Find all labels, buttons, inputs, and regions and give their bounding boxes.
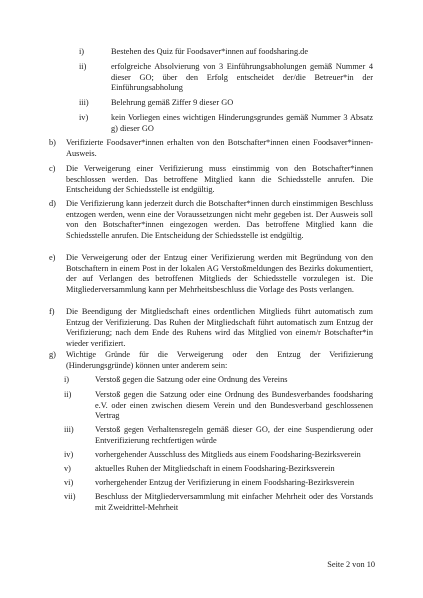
paragraph-label: b) <box>49 138 56 147</box>
paragraph-label: e) <box>49 253 56 262</box>
list-item-label: iv) <box>64 450 74 459</box>
list-item-label: vii) <box>64 492 76 501</box>
list-item-text: Verstoß gegen Verhaltensregeln gemäß dieser GO, der eine Suspendierung oder Entverifizierung rechtfertigen würde <box>95 425 373 445</box>
paragraph-text: Die Beendigung der Mitgliedschaft eines ordentlichen Mitglieds führt automatisch zum Entzug der Verifizierung. Das Ruhen der Mitgliedschaft führt automatisch zum Entzug der Verifizierung; nach dem Ende des Ruhens wird das Mitglied von einem/r Botschafter*in wieder verifiziert. <box>66 307 373 348</box>
list-item-label: i) <box>64 375 70 384</box>
page-number: Seite 2 von 10 <box>327 560 375 569</box>
list-item-label: iii) <box>64 425 74 434</box>
list-item-text: erfolgreiche Absolvierung von 3 Einführungsabholungen gemäß Nummer 4 dieser GO; über den Erfolg entscheidet der/die Betreuer*in der Einführungsabholung <box>111 62 373 93</box>
list-item-label: i) <box>79 47 85 56</box>
list-item-text: kein Vorliegen eines wichtigen Hinderungsgrundes gemäß Nummer 3 Absatz g) dieser GO <box>111 113 373 133</box>
list-item-label: v) <box>64 464 71 473</box>
list-item-text: vorhergehender Entzug der Verifizierung in einem Foodsharing-Bezirksverein <box>95 478 355 487</box>
list-item-label: ii) <box>64 390 72 399</box>
list-item-label: iii) <box>79 98 89 107</box>
list-item-text: Bestehen des Quiz für Foodsaver*innen auf foodsharing.de <box>111 47 308 56</box>
paragraph-label: d) <box>49 199 56 208</box>
paragraph-text: Die Verifizierung kann jederzeit durch die Botschafter*innen durch einstimmigen Beschluss entzogen werden, wenn eine der Voraussetzungen nicht mehr gegeben ist. Der Ausweis soll von den Botschafter*innen eingezogen werden. Das betroffene Mitglied kann die Schiedsstelle anrufen. Die Entscheidung der Schiedsstelle ist endgültig. <box>66 199 373 240</box>
list-item-label: iv) <box>79 113 89 122</box>
list-item-text: Beschluss der Mitgliederversammlung mit einfacher Mehrheit oder des Vorstands mit Zweidrittel-Mehrheit <box>95 492 373 512</box>
paragraph-text: Die Verweigerung oder der Entzug einer Verifizierung werden mit Begründung von den Botschaftern in einem Post in der lokalen AG Verstoßmeldungen des Bezirks dokumentiert, der auf Verlangen des betroffenen Mitglieds der Schiedsstelle vorzulegen ist. Die Mitgliederversammlung kann per Mehrheitsbeschluss die Vorlage des Posts verlangen. <box>66 253 373 294</box>
paragraph-label: f) <box>49 307 55 316</box>
list-item-text: vorhergehender Ausschluss des Mitglieds aus einem Foodsharing-Bezirksverein <box>95 450 361 459</box>
paragraph-label: g) <box>49 350 56 359</box>
paragraph-label: c) <box>49 164 56 173</box>
paragraph-text: Wichtige Gründe für die Verweigerung oder den Entzug der Verifizierung (Hinderungsgründe) können unter anderem sein: <box>66 350 373 370</box>
paragraph-text: Verifizierte Foodsaver*innen erhalten von den Botschafter*innen einen Foodsaver*innen-Ausweis. <box>66 138 373 158</box>
list-item-text: Verstoß gegen die Satzung oder eine Ordnung des Bundesverbandes foodsharing e.V. oder einen zwischen diesem Verein und den Bundesverband geschlossenen Vertrag <box>95 390 373 421</box>
list-item-text: Belehrung gemäß Ziffer 9 dieser GO <box>111 98 234 107</box>
paragraph-text: Die Verweigerung einer Verifizierung muss einstimmig von den Botschafter*innen beschlossen werden. Das betroffene Mitglied kann die Schiedsstelle anrufen. Die Entscheidung der Schiedsstelle ist endgültig. <box>66 164 373 195</box>
list-item-text: Verstoß gegen die Satzung oder eine Ordnung des Vereins <box>95 375 288 384</box>
list-item-label: vi) <box>64 478 74 487</box>
list-item-text: aktuelles Ruhen der Mitgliedschaft in einem Foodsharing-Bezirksverein <box>95 464 335 473</box>
list-item-label: ii) <box>79 62 87 71</box>
